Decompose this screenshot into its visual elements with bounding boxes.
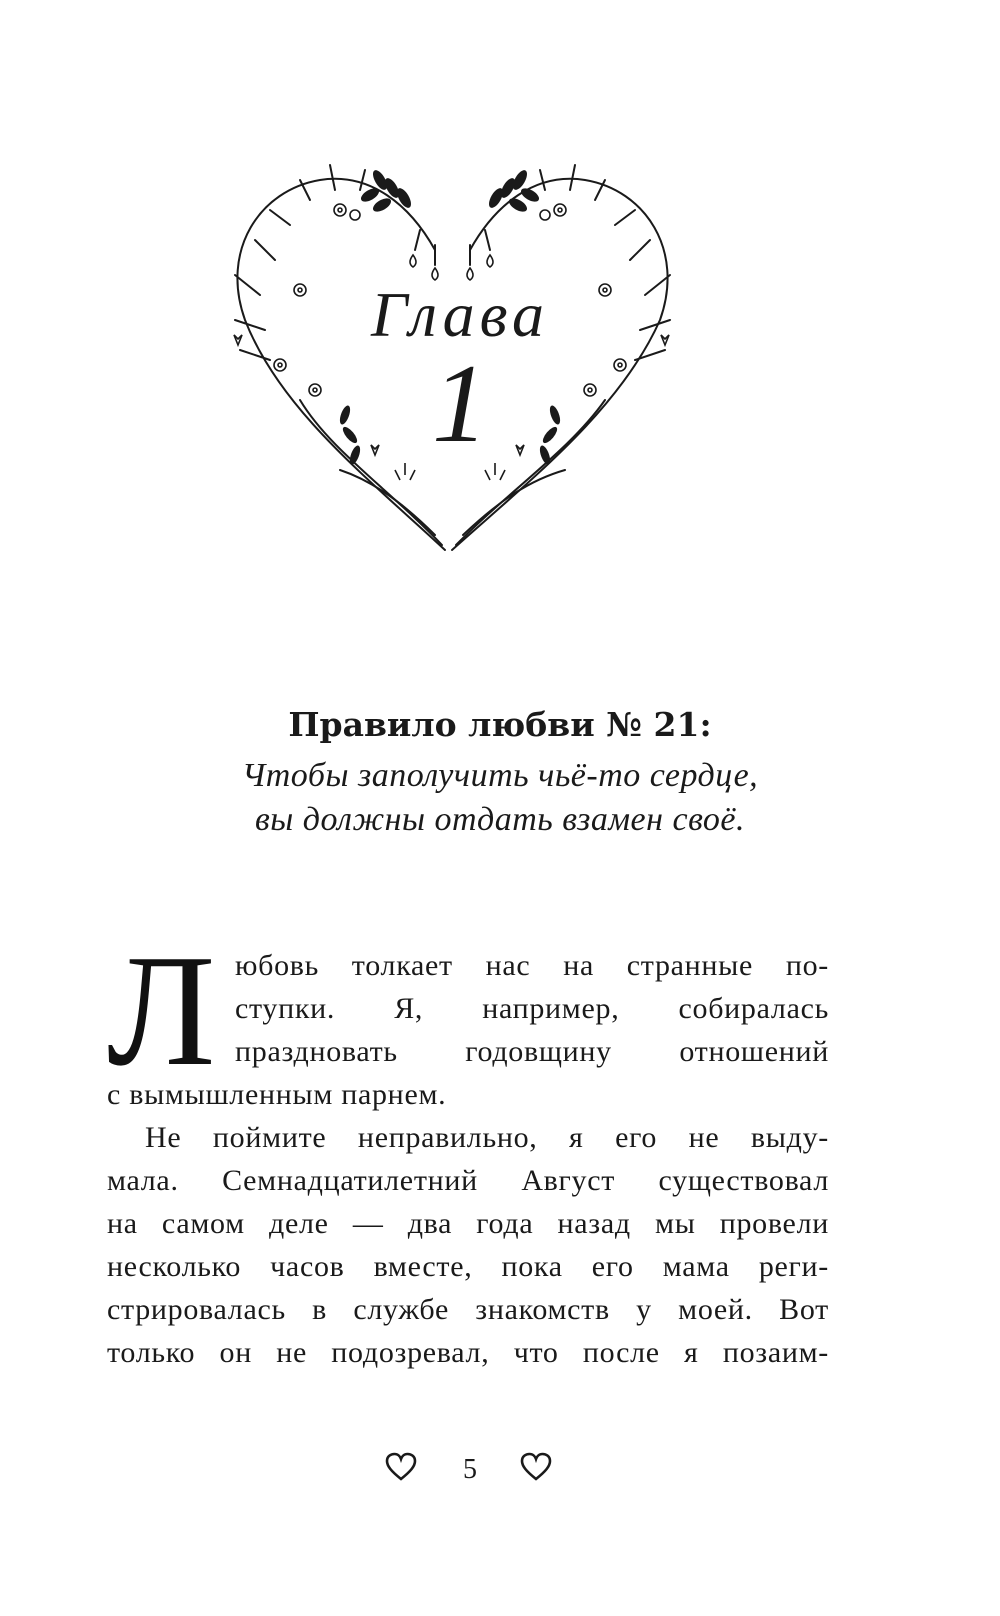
heart-outline-icon [385, 1452, 417, 1482]
text-line: ступки. Я, например, собиралась [235, 992, 829, 1025]
text-line: мала. Семнадцатилетний Август существовал [107, 1164, 829, 1197]
text-line: Не поймите неправильно, я его не выду- [145, 1121, 829, 1154]
text-line: с вымышленным парнем. [107, 1078, 447, 1111]
epigraph-line: вы должны отдать взамен своё. [255, 801, 745, 838]
body-text [107, 944, 829, 1374]
text-line: на самом деле — два года назад мы провели [107, 1207, 829, 1240]
heart-outline-icon [520, 1452, 552, 1482]
epigraph [0, 754, 1000, 842]
text-line: несколько часов вместе, пока его мама реги- [107, 1250, 829, 1283]
chapter-label: Глава [370, 279, 550, 350]
text-line: только он не подозревал, что после я позаим- [107, 1336, 829, 1369]
rule-title: Правило любви № 21: [288, 705, 712, 744]
chapter-number: 1 [432, 342, 488, 466]
text-line: стрировалась в службе знакомств у моей. Вот [107, 1293, 829, 1326]
epigraph-line: Чтобы заполучить чьё-то сердце, [241, 757, 759, 794]
page-footer [0, 1452, 1000, 1492]
page-number: 5 [463, 1454, 477, 1485]
drop-cap: Л [107, 921, 216, 1099]
chapter-heart-ornament [220, 150, 700, 570]
text-line: юбовь толкает нас на странные по- [235, 949, 829, 982]
text-line: праздновать годовщину отношений [235, 1035, 829, 1068]
